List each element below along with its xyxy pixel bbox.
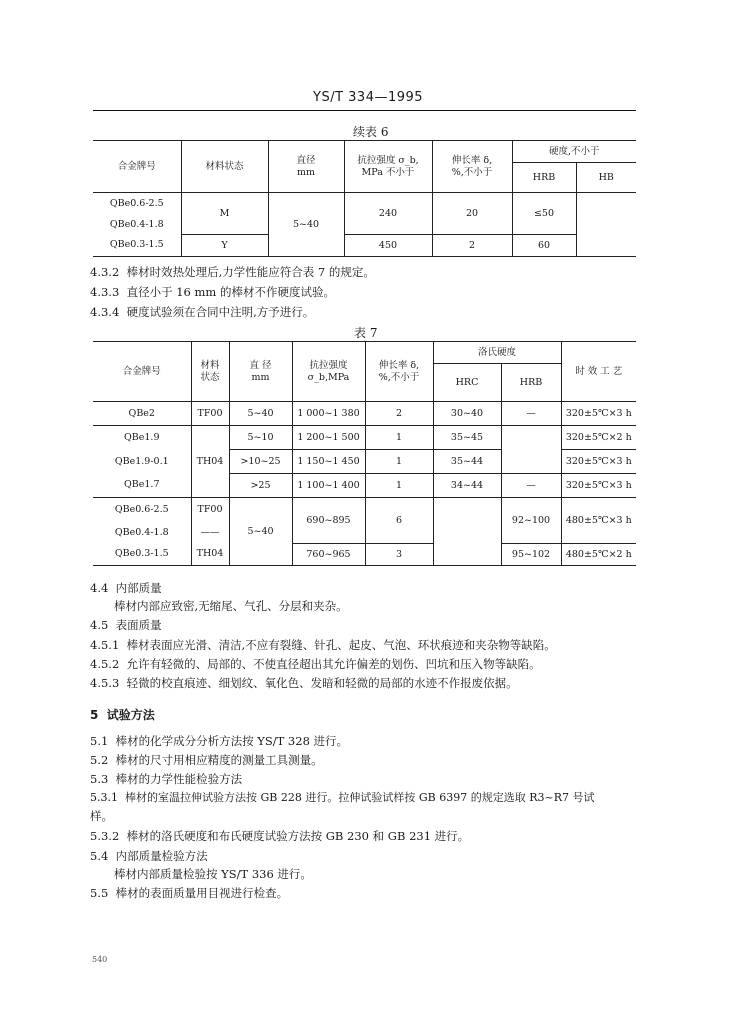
section-num: 5 <box>90 708 99 722</box>
t7-hrb <box>501 426 561 474</box>
clause-text: 直径小于 16 mm 的棒材不作硬度试验。 <box>126 285 335 299</box>
t6-h-diameter <box>268 141 344 193</box>
t7-hrc: 34~44 <box>433 474 501 498</box>
t7-h-diameter-unit: mm <box>251 371 270 383</box>
clause-text: 棒材的洛氏硬度和布氏硬度试验方法按 GB 230 和 GB 231 进行。 <box>126 829 470 843</box>
t7-state: —— <box>191 522 229 544</box>
clause-text: 棒材的表面质量用目视进行检查。 <box>115 886 289 900</box>
clause-5-3-1 <box>90 790 594 806</box>
clause-text: 棒材的化学成分分析方法按 YS/T 328 进行。 <box>115 734 349 748</box>
clause-4-5-1 <box>90 637 556 653</box>
clause-num: 5.3 <box>90 772 109 786</box>
t7-elong: 3 <box>365 544 433 566</box>
section-title: 内部质量 <box>115 581 162 595</box>
page-number: 540 <box>92 955 108 964</box>
t6-tensile: 450 <box>344 235 432 257</box>
clause-text: 棒材的力学性能检验方法 <box>115 772 243 786</box>
section-num: 4.5 <box>90 618 109 632</box>
t7-tensile: 1 000~1 380 <box>292 402 365 426</box>
t7-h-tensile-unit: σ_b,MPa <box>307 371 350 383</box>
clause-num: 4.5.3 <box>90 676 120 690</box>
clause-num: 4.3.2 <box>90 265 120 279</box>
t7-aging: 480±5℃×3 h <box>561 498 636 544</box>
t7-alloy: QBe1.9-0.1 <box>93 450 191 474</box>
t6-h-tensile-label: 抗拉强度 σ_b, <box>357 154 419 166</box>
t7-diameter: 5~40 <box>229 498 292 566</box>
section-title: 试验方法 <box>106 708 155 722</box>
t6-state: Y <box>181 235 268 257</box>
t6-diameter: 5~40 <box>268 193 344 257</box>
t7-h-tensile <box>292 342 365 402</box>
t7-h-hrb: HRB <box>501 364 561 402</box>
t7-hrb: — <box>501 474 561 498</box>
header-rule <box>93 110 636 111</box>
t6-h-tensile-unit: MPa 不小于 <box>361 166 415 178</box>
t7-h-alloy: 合金牌号 <box>93 342 191 402</box>
clause-4-5-2 <box>90 656 541 672</box>
t7-state: TF00 <box>191 498 229 522</box>
t6-state: M <box>181 193 268 235</box>
t7-elong: 6 <box>365 498 433 544</box>
t7-tensile: 1 100~1 400 <box>292 474 365 498</box>
t7-aging: 320±5℃×3 h <box>561 474 636 498</box>
clause-num: 5.5 <box>90 886 109 900</box>
t7-alloy: QBe1.7 <box>93 474 191 498</box>
clause-num: 5.3.1 <box>90 791 118 804</box>
t7-h-state-2: 状态 <box>200 371 220 383</box>
table7-caption: 表 7 <box>354 326 378 340</box>
t7-elong: 1 <box>365 450 433 474</box>
t7-h-tensile-label: 抗拉强度 <box>309 359 348 371</box>
t7-aging: 480±5℃×2 h <box>561 544 636 566</box>
t7-hrb: 95~102 <box>501 544 561 566</box>
t6-h-hrb: HRB <box>512 163 576 193</box>
t7-h-elong-label: 伸长率 δ, <box>378 359 420 371</box>
t7-alloy: QBe2 <box>93 402 191 426</box>
t6-h-diameter-label: 直径 <box>296 154 316 166</box>
section-4-4-body: 棒材内部应致密,无缩尾、气孔、分层和夹杂。 <box>114 599 348 613</box>
t7-h-state-1: 材料 <box>200 359 220 371</box>
t6-alloy: QBe0.3-1.5 <box>93 235 181 257</box>
t7-diameter: 5~10 <box>229 426 292 450</box>
t7-alloy: QBe0.4-1.8 <box>93 522 191 544</box>
t7-hrc: 35~44 <box>433 450 501 474</box>
t6-hrb: 60 <box>512 235 576 257</box>
section-4-5 <box>90 617 162 633</box>
t7-diameter: 5~40 <box>229 402 292 426</box>
t7-hrc <box>433 498 501 566</box>
table6 <box>93 140 636 257</box>
t7-elong: 1 <box>365 474 433 498</box>
clause-num: 4.3.3 <box>90 285 120 299</box>
t7-hrc: 35~45 <box>433 426 501 450</box>
t7-h-hardness: 洛氏硬度 <box>433 342 561 364</box>
t6-hrb: ≤50 <box>512 193 576 235</box>
t7-hrb: — <box>501 402 561 426</box>
clause-4-3-3 <box>90 284 335 300</box>
t6-h-hb: HB <box>576 163 636 193</box>
t6-h-elong-unit: %,不小于 <box>451 166 493 178</box>
clause-num: 4.3.4 <box>90 305 120 319</box>
clause-text: 轻微的校直痕迹、细划纹、氧化色、发暗和轻微的局部的水迹不作报废依据。 <box>126 676 518 690</box>
t7-tensile: 760~965 <box>292 544 365 566</box>
t6-hb <box>576 193 636 257</box>
t6-h-tensile <box>344 141 432 193</box>
clause-num: 5.2 <box>90 753 109 767</box>
section-4-4 <box>90 580 162 596</box>
t6-elong: 20 <box>432 193 512 235</box>
clause-5-4-body: 棒材内部质量检验按 YS/T 336 进行。 <box>114 867 312 881</box>
standard-header: YS/T 334—1995 <box>313 90 424 105</box>
t7-aging: 320±5℃×2 h <box>561 426 636 450</box>
t6-h-diameter-unit: mm <box>296 166 316 178</box>
clause-num: 4.5.1 <box>90 638 120 652</box>
clause-4-5-3 <box>90 675 518 691</box>
t7-elong: 1 <box>365 426 433 450</box>
clause-text: 允许有轻微的、局部的、不使直径超出其允许偏差的划伤、凹坑和压入物等缺陷。 <box>126 657 541 671</box>
clause-5-3 <box>90 771 242 787</box>
t7-alloy: QBe0.3-1.5 <box>93 544 191 566</box>
t6-h-state: 材料状态 <box>181 141 268 193</box>
clause-5-4 <box>90 848 208 864</box>
clause-4-3-4 <box>90 304 314 320</box>
t7-tensile: 1 150~1 450 <box>292 450 365 474</box>
clause-4-3-2 <box>90 264 375 280</box>
t7-h-diameter <box>229 342 292 402</box>
section-num: 4.4 <box>90 581 109 595</box>
clause-5-3-2 <box>90 828 469 844</box>
t7-h-diameter-label: 直 径 <box>249 359 272 371</box>
t6-h-elong-label: 伸长率 δ, <box>451 154 493 166</box>
t7-tensile: 690~895 <box>292 498 365 544</box>
t7-state: TH04 <box>191 544 229 566</box>
t7-diameter: >25 <box>229 474 292 498</box>
t6-alloy: QBe0.4-1.8 <box>93 215 181 235</box>
clause-text: 内部质量检验方法 <box>115 849 208 863</box>
clause-num: 5.1 <box>90 734 109 748</box>
clause-text: 棒材时效热处理后,力学性能应符合表 7 的规定。 <box>126 265 375 279</box>
t7-tensile: 1 200~1 500 <box>292 426 365 450</box>
clause-text: 棒材的室温拉伸试验方法按 GB 228 进行。拉伸试验试样按 GB 6397 的规定选取 R3~R7 号试 <box>125 791 595 804</box>
t7-h-state <box>191 342 229 402</box>
t6-alloy: QBe0.6-2.5 <box>93 193 181 215</box>
table7 <box>93 341 636 566</box>
clause-num: 5.3.2 <box>90 829 120 843</box>
clause-5-2 <box>90 752 323 768</box>
clause-5-3-1-cont: 样。 <box>90 809 113 823</box>
t7-h-elong-unit: %,不小于 <box>378 371 420 383</box>
t6-elong: 2 <box>432 235 512 257</box>
t7-alloy: QBe0.6-2.5 <box>93 498 191 522</box>
t7-aging: 320±5℃×3 h <box>561 402 636 426</box>
t7-h-aging: 时 效 工 艺 <box>561 342 636 402</box>
t6-h-hardness: 硬度,不小于 <box>512 141 636 163</box>
t7-hrc: 30~40 <box>433 402 501 426</box>
section-title: 表面质量 <box>115 618 162 632</box>
section-5 <box>90 706 155 723</box>
t7-alloy: QBe1.9 <box>93 426 191 450</box>
t7-h-hrc: HRC <box>433 364 501 402</box>
t7-aging: 320±5℃×3 h <box>561 450 636 474</box>
t6-h-alloy: 合金牌号 <box>93 141 181 193</box>
clause-text: 棒材表面应光滑、清洁,不应有裂缝、针孔、起皮、气泡、环状痕迹和夹杂物等缺陷。 <box>126 638 556 652</box>
t7-diameter: >10~25 <box>229 450 292 474</box>
clause-text: 硬度试验须在合同中注明,方予进行。 <box>126 305 315 319</box>
clause-num: 4.5.2 <box>90 657 120 671</box>
t7-h-elong <box>365 342 433 402</box>
t7-state: TF00 <box>191 402 229 426</box>
table6-caption: 续表 6 <box>353 125 389 139</box>
t6-h-elong <box>432 141 512 193</box>
clause-num: 5.4 <box>90 849 109 863</box>
clause-5-1 <box>90 733 348 749</box>
clause-5-5 <box>90 885 288 901</box>
t6-tensile: 240 <box>344 193 432 235</box>
t7-hrb: 92~100 <box>501 498 561 544</box>
t7-elong: 2 <box>365 402 433 426</box>
clause-text: 棒材的尺寸用相应精度的测量工具测量。 <box>115 753 323 767</box>
t7-state: TH04 <box>191 426 229 498</box>
